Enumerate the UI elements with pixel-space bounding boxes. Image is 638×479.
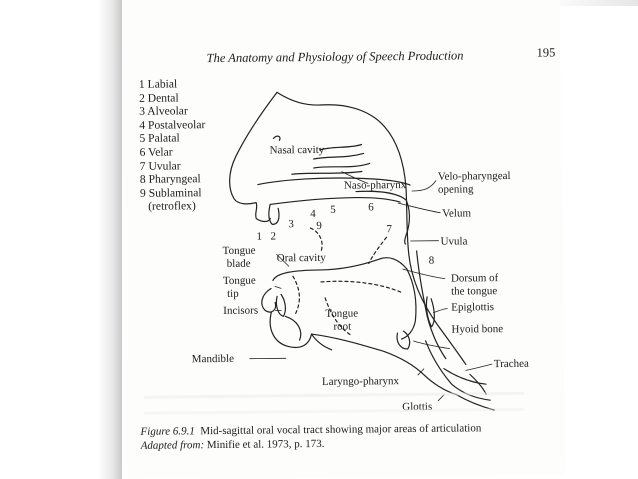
legend-item: 3 Alveolar	[139, 104, 188, 119]
label-glottis: Glottis	[402, 400, 433, 414]
label-uvula: Uvula	[440, 235, 468, 248]
label-velum: Velum	[442, 207, 472, 220]
tongue-dashed-line	[293, 276, 300, 314]
legend-item: 5 Palatal	[139, 131, 180, 146]
legend-item: 2 Dental	[138, 91, 179, 105]
region-number: 9	[316, 219, 322, 232]
lower-incisor	[276, 294, 285, 316]
label-tongue-blade: blade	[226, 257, 251, 270]
label-hyoid-bone: Hyoid bone	[451, 323, 504, 336]
page-number: 195	[536, 45, 556, 60]
region-number: 8	[428, 254, 435, 267]
label-tongue-tip: Tongue	[222, 274, 256, 287]
label-velo-pharyngeal: Velo-pharyngeal	[437, 169, 511, 183]
label-laryngo-pharynx: Laryngo-pharynx	[321, 375, 400, 388]
leader-line	[433, 309, 447, 313]
legend-item: 9 Sublaminal	[139, 185, 202, 200]
skull-outline	[277, 90, 466, 366]
region-number: 4	[310, 207, 316, 221]
lower-lip	[262, 288, 276, 312]
epiglottis	[426, 297, 434, 327]
label-nasal-cavity: Nasal cavity	[269, 143, 325, 157]
nostril-mark	[273, 136, 280, 140]
region-number: 3	[288, 218, 294, 231]
caption-source: Minifie et al. 1973, p. 173.	[206, 437, 325, 452]
running-header-title: The Anatomy and Physiology of Speech Production	[206, 48, 464, 66]
mandible-inner	[285, 316, 300, 340]
leader-line	[466, 364, 492, 370]
nasal-turbinate	[314, 163, 370, 168]
caption-text: Mid-sagittal oral vocal tract showing major areas of articulation	[200, 422, 482, 438]
label-epiglottis: Epiglottis	[451, 301, 495, 314]
tongue-dashed-line	[321, 281, 403, 294]
label-dorsum: the tongue	[451, 285, 498, 298]
region-number: 7	[386, 223, 392, 236]
leader-line	[275, 286, 281, 288]
legend-item: 7 Uvular	[139, 158, 181, 173]
figure-caption	[140, 421, 481, 453]
face-profile-line	[229, 92, 279, 221]
label-dorsum: Dorsum of	[450, 272, 499, 285]
region-number: 5	[330, 203, 336, 216]
book-page	[122, 0, 565, 479]
leader-line	[412, 181, 436, 191]
label-oral-cavity: Oral cavity	[276, 251, 326, 265]
label-mandible: Mandible	[191, 352, 234, 366]
label-naso-pharynx: Naso-pharynx	[343, 179, 407, 192]
page-gutter	[0, 0, 122, 479]
legend-item: 6 Velar	[139, 145, 173, 159]
hyoid-bone	[397, 331, 410, 349]
region-number: 1	[256, 230, 263, 243]
label-tongue-blade: Tongue	[222, 244, 256, 257]
legend-item: 4 Postalveolar	[139, 117, 206, 132]
legend-item: 8 Pharyngeal	[139, 172, 201, 186]
caption-adapted-label: Adapted from:	[140, 439, 205, 452]
label-tongue-root: root	[333, 320, 352, 333]
region-number: 6	[368, 201, 374, 214]
nasal-turbinate	[320, 144, 362, 149]
region-number: 2	[270, 230, 277, 243]
label-tongue-tip: tip	[227, 287, 239, 300]
legend-item: 1 Labial	[138, 77, 178, 91]
label-trachea: Trachea	[493, 357, 529, 371]
leader-line	[398, 203, 440, 213]
label-tongue-root: Tongue	[325, 307, 359, 320]
legend-item: (retroflex)	[148, 199, 196, 214]
leader-line	[414, 341, 450, 349]
nasal-turbinate	[292, 171, 362, 174]
upper-incisor	[269, 204, 279, 224]
page-edge-shadow	[560, 0, 638, 6]
label-incisors: Incisors	[223, 304, 259, 317]
label-velo-pharyngeal-opening: opening	[437, 183, 474, 196]
caption-figure-label: Figure 6.9.1	[140, 425, 195, 438]
